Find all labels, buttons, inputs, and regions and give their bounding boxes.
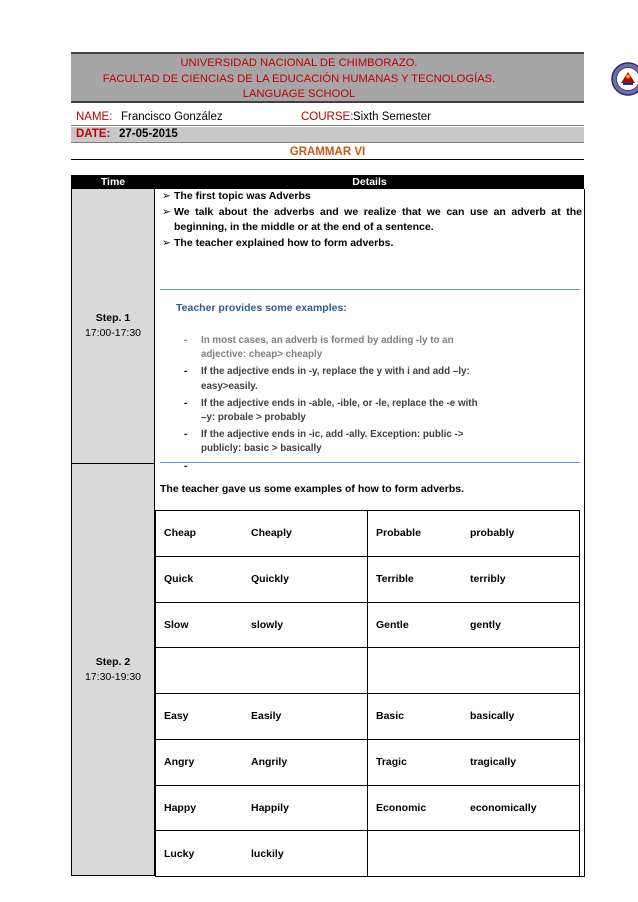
adverb-text: basically	[470, 710, 515, 723]
table-cell	[156, 831, 368, 877]
bullet-text: We talk about the adverbs and we realize that we can use an adverb at the beginning, in the middle or at the end of a sentence.	[174, 205, 582, 233]
step1-label: Step. 1	[95, 312, 131, 324]
adverb-text: terribly	[470, 573, 506, 586]
adjective-text: Basic	[376, 710, 405, 723]
table-cell	[156, 511, 368, 557]
table-cell	[368, 511, 580, 557]
rule-text: If the adjective ends in -able, -ible, or -le, replace the -e with –y: probale > probably	[201, 397, 478, 424]
bullet-text: The first topic was Adverbs	[174, 190, 311, 202]
table-cell	[156, 602, 368, 648]
adverb-text: probably	[470, 527, 515, 540]
arrow-bullet-icon: ➢	[162, 190, 171, 202]
header-title-block	[71, 56, 527, 103]
list-item: - In most cases, an adverb is formed by adding -ly to an adjective: cheap> cheaply	[184, 335, 454, 361]
table-header	[71, 175, 584, 189]
list-item: - If the adjective ends in -able, -ible, or -le, replace the -e with –y: probale > probably	[184, 397, 478, 424]
table-cell	[368, 831, 580, 877]
step1-bullet-list	[162, 189, 582, 251]
table-row	[156, 831, 580, 877]
adverb-text: luckily	[251, 847, 284, 860]
examples-box	[160, 289, 580, 472]
table-cell	[368, 556, 580, 602]
adverb-text: Quickly	[251, 573, 289, 586]
list-item	[162, 236, 582, 252]
adverb-text: Angrily	[251, 756, 288, 769]
course-label: COURSE:	[301, 111, 354, 123]
list-item	[162, 205, 582, 236]
table-cell	[368, 739, 580, 785]
arrow-bullet-icon: ➢	[162, 205, 171, 218]
adjective-text: Lucky	[164, 847, 195, 860]
date-value: 27-05-2015	[119, 128, 178, 140]
rule-text: If the adjective ends in -y, replace the y with i and add –ly: easy>easily.	[201, 366, 470, 392]
table-row	[156, 648, 580, 694]
examples-box-title: Teacher provides some examples:	[176, 302, 347, 314]
adjective-text: Probable	[376, 527, 421, 540]
adverb-text: gently	[470, 618, 501, 631]
name-value: Francisco González	[121, 111, 223, 123]
table-cell	[368, 785, 580, 831]
adjective-text: Gentle	[376, 618, 409, 631]
table-row	[156, 602, 580, 648]
adjective-text: Easy	[164, 710, 189, 723]
table-cell	[156, 694, 368, 740]
table-row	[156, 511, 580, 557]
rule-text: If the adjective ends in -ic, add -ally. Exception: public -> publicly: basic > basically	[201, 429, 464, 455]
table-cell	[156, 739, 368, 785]
adverb-rules-list: - In most cases, an adverb is formed by adding -ly to an adjective: cheap> cheaply - If the adjective ends in -y, replace the y with i and add –ly: easy>easily. - If the adjective ends in -able, -ible, or -le, replace the -e with –y: probale > probably - If the adjective ends in -ic, add -ally. Exception: public -> publicly: basic > basically -	[184, 334, 484, 460]
step1-time: 17:00-17:30	[84, 327, 142, 339]
table-row	[156, 785, 580, 831]
adverb-text: Happily	[251, 801, 289, 814]
adjective-text: Cheap	[164, 527, 197, 540]
adjective-text: Happy	[164, 801, 197, 814]
school-name: LANGUAGE SCHOOL	[242, 88, 356, 100]
adjective-text: Slow	[164, 618, 189, 631]
arrow-bullet-icon: ➢	[162, 236, 171, 249]
table-cell	[156, 556, 368, 602]
list-item	[162, 189, 582, 205]
table-cell	[368, 602, 580, 648]
university-seal-icon	[609, 56, 638, 101]
university-name: UNIVERSIDAD NACIONAL DE CHIMBORAZO.	[180, 57, 418, 69]
name-course-row	[71, 110, 584, 126]
table-cell	[368, 648, 580, 694]
step2-intro: The teacher gave us some examples of how to form adverbs.	[160, 483, 465, 495]
adjective-text: Economic	[376, 801, 427, 814]
header-details: Details	[352, 176, 387, 188]
adjective-text: Terrible	[376, 573, 414, 586]
list-item: - If the adjective ends in -ic, add -ally. Exception: public -> publicly: basic > basically	[184, 429, 464, 455]
faculty-name: FACULTAD DE CIENCIAS DE LA EDUCACIÓN HUMANAS Y TECNOLOGÍAS.	[102, 72, 496, 85]
bullet-text: The teacher explained how to form adverbs.	[174, 236, 394, 249]
table-row	[156, 739, 580, 785]
table-right-border	[584, 189, 585, 876]
step2-time: 17:30-19:30	[84, 670, 142, 683]
table-row	[156, 694, 580, 740]
adverb-text: economically	[470, 801, 537, 814]
step1-time-cell	[71, 189, 155, 464]
adverb-text: tragically	[470, 756, 517, 769]
adjective-text: Quick	[164, 573, 194, 586]
adverb-text: slowly	[251, 618, 284, 631]
header-time: Time	[100, 176, 126, 188]
adjective-text: Tragic	[376, 756, 407, 769]
course-value: Sixth Semester	[353, 111, 431, 123]
date-row	[71, 127, 584, 143]
adverb-examples-table	[155, 510, 580, 877]
date-label: DATE:	[76, 128, 111, 140]
section-title: GRAMMAR VI	[71, 144, 584, 160]
table-cell	[156, 785, 368, 831]
table-cell	[156, 648, 368, 694]
step2-label: Step. 2	[95, 655, 131, 668]
table-cell	[368, 694, 580, 740]
adverb-text: Cheaply	[251, 527, 292, 540]
list-item: - If the adjective ends in -y, replace the y with i and add –ly: easy>easily.	[184, 366, 470, 392]
adverb-text: Easily	[251, 710, 282, 723]
adjective-text: Angry	[164, 756, 195, 769]
name-label: NAME:	[76, 111, 113, 123]
step2-time-cell	[71, 464, 155, 876]
rule-text: In most cases, an adverb is formed by adding -ly to an adjective: cheap> cheaply	[201, 335, 454, 361]
header-banner	[71, 52, 584, 103]
table-row	[156, 556, 580, 602]
